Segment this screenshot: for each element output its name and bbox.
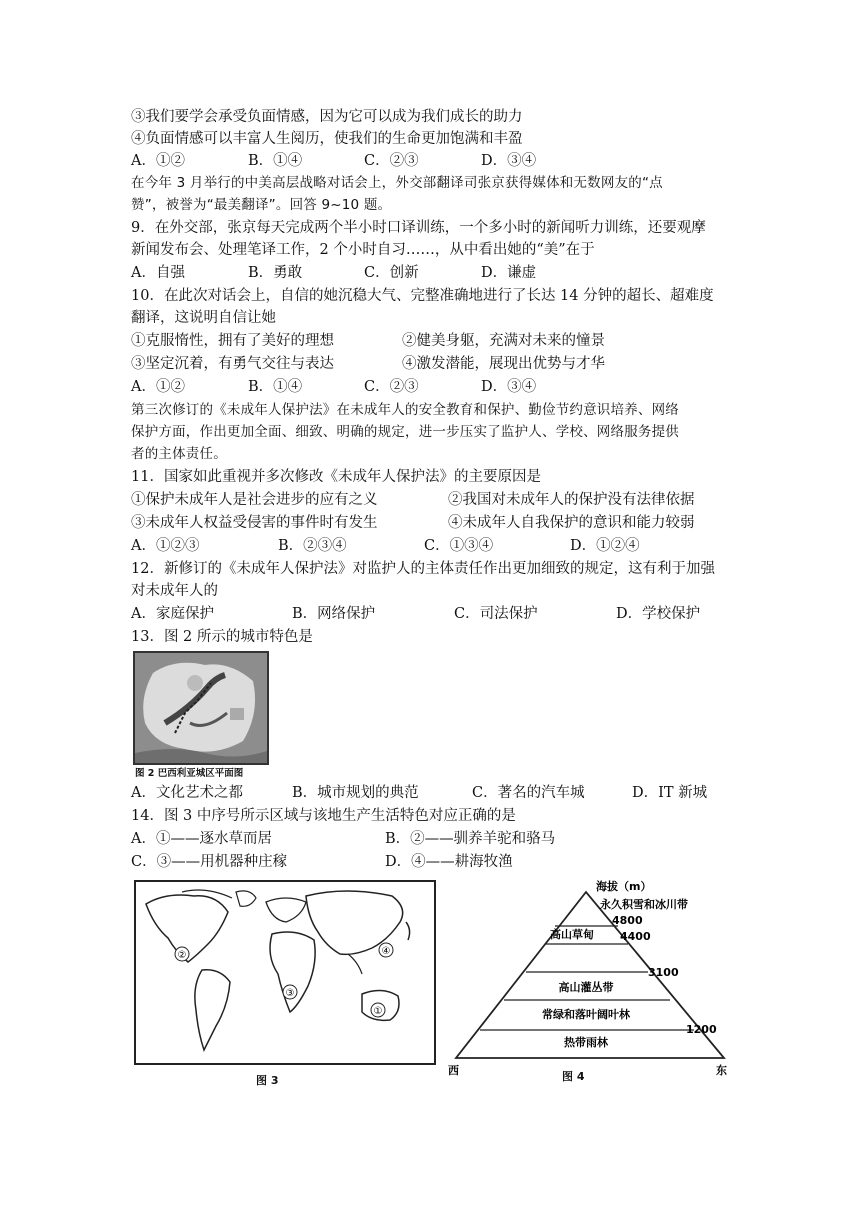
option: A．①②: [131, 379, 185, 395]
option: A．①②: [131, 153, 185, 169]
option: C．司法保护: [454, 606, 538, 622]
option: A．自强: [131, 265, 185, 281]
figure-2: [133, 651, 269, 779]
option: B．②③④: [278, 538, 347, 554]
figure-3-caption: 图 3: [256, 1074, 279, 1087]
option: A．①②③: [131, 538, 200, 554]
option: D．谦虚: [481, 265, 537, 281]
text-line: ③我们要学会承受负面情感，因为它可以成为我们成长的助力: [131, 109, 523, 125]
elevation-3100: 3100: [648, 966, 679, 979]
statement: ③未成年人权益受侵害的事件时有发生: [131, 515, 378, 531]
option: D．③④: [481, 153, 537, 169]
option: C．著名的汽车城: [472, 785, 585, 801]
text-line: ④负面情感可以丰富人生阅历，使我们的生命更加饱满和丰盈: [131, 131, 523, 147]
passage-line: 者的主体责任。: [131, 446, 227, 462]
statement: ②健美身躯，充满对未来的憧景: [402, 333, 605, 349]
city-map-image: [133, 651, 269, 765]
passage-line: 保护方面，作出更加全面、细致、明确的规定，进一步压实了监护人、学校、网络服务提供: [131, 424, 679, 440]
question-10-cont: 翻译，这说明自信让她: [131, 310, 276, 326]
statement: ④激发潜能，展现出优势与才华: [402, 356, 605, 372]
option: C．②③: [364, 379, 419, 395]
option: A．文化艺术之都: [131, 785, 243, 801]
marker-1: ①: [373, 1006, 383, 1017]
option: A．家庭保护: [131, 606, 214, 622]
elevation-4400: 4400: [620, 930, 651, 943]
option: D．①②④: [570, 538, 640, 554]
figure-3-world-map: [134, 880, 436, 1065]
passage-line: 第三次修订的《未成年人保护法》在未成年人的安全教育和保护、勤俭节约意识培养、网络: [131, 402, 679, 418]
marker-3: ③: [285, 988, 295, 999]
east-label: 东: [716, 1064, 727, 1077]
figure-4-caption: 图 4: [562, 1070, 585, 1083]
question-9-cont: 新闻发布会、处理笔译工作，2 个小时自习……，从中看出她的“美”在于: [131, 242, 595, 258]
statement: ③坚定沉着，有勇气交往与表达: [131, 356, 334, 372]
option: B．①④: [248, 379, 303, 395]
option: C．③——用机器种庄稼: [131, 854, 288, 870]
zone-rainforest: 热带雨林: [564, 1036, 608, 1049]
elevation-axis-label: 海拔（m）: [596, 880, 652, 893]
elevation-4800: 4800: [612, 914, 643, 927]
option: B．②——驯养羊驼和骆马: [385, 831, 556, 847]
option: B．勇敢: [248, 265, 303, 281]
figure-4-vegetation-zones: [448, 878, 730, 1078]
zone-broadleaf-forest: 常绿和落叶阔叶林: [542, 1008, 630, 1021]
question-10: 10．在此次对话会上，自信的她沉稳大气、完整准确地进行了长达 14 分钟的超长、超难度: [131, 288, 714, 304]
marker-4: ④: [381, 946, 391, 957]
question-14: 14．图 3 中序号所示区域与该地生产生活特色对应正确的是: [131, 808, 516, 824]
question-11: 11．国家如此重视并多次修改《未成年人保护法》的主要原因是: [131, 469, 541, 485]
zone-snow-ice: 永久积雪和冰川带: [600, 898, 688, 911]
option: B．①④: [248, 153, 303, 169]
option: C．①③④: [424, 538, 494, 554]
west-label: 西: [448, 1064, 459, 1077]
marker-2: ②: [177, 950, 187, 961]
option: D．③④: [481, 379, 537, 395]
question-12-cont: 对未成年人的: [131, 583, 218, 599]
zone-alpine-shrub: 高山灌丛带: [558, 981, 614, 994]
option: A．①——逐水草而居: [131, 831, 272, 847]
statement: ④未成年人自我保护的意识和能力较弱: [448, 515, 695, 531]
option: D．学校保护: [616, 606, 701, 622]
elevation-1200: 1200: [686, 1023, 717, 1036]
option: D．IT 新城: [632, 785, 708, 801]
question-9: 9．在外交部，张京每天完成两个半小时口译训练，一个多小时的新闻听力训练，还要观摩: [131, 220, 706, 236]
zone-alpine-meadow: 高山草甸: [550, 928, 594, 941]
question-12: 12．新修订的《未成年人保护法》对监护人的主体责任作出更加细致的规定，这有利于加强: [131, 561, 715, 577]
option: C．②③: [364, 153, 419, 169]
passage-line: 在今年 3 月举行的中美高层战略对话会上，外交部翻译司张京获得媒体和无数网友的“点: [131, 175, 663, 191]
option: D．④——耕海牧渔: [385, 854, 513, 870]
option: B．城市规划的典范: [292, 785, 419, 801]
passage-line: 赞”，被誉为“最美翻译”。回答 9~10 题。: [131, 197, 392, 213]
statement: ②我国对未成年人的保护没有法律依据: [448, 492, 695, 508]
statement: ①保护未成年人是社会进步的应有之义: [131, 492, 378, 508]
question-13: 13．图 2 所示的城市特色是: [131, 629, 313, 645]
statement: ①克服惰性，拥有了美好的理想: [131, 333, 334, 349]
option: C．创新: [364, 265, 419, 281]
figure-2-caption: 图 2 巴西利亚城区平面图: [135, 768, 244, 779]
option: B．网络保护: [292, 606, 376, 622]
